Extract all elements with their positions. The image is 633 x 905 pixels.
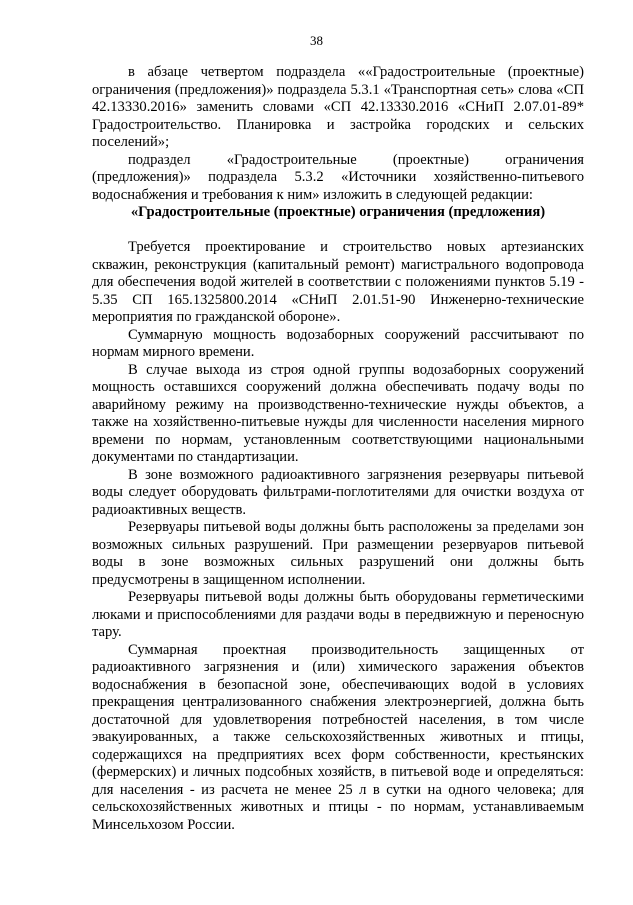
paragraph-amendment-water-supply: подраздел «Градостроительные (проектные) ограничения (предложения)» подраздела 5.3.2 «Источники хозяйственно-питьевого водоснабжения и требования к ним» изложить в следующей редакции: [92,151,584,203]
page-number: 38 [310,33,323,48]
paragraph-total-capacity: Суммарная проектная производительность защищенных от радиоактивного загрязнения и (или) химического заражения объектов водоснабжения в безопасной зоне, обеспечивающих водой в условиях прекращения централизованного снабжения электроэнергией, должна быть достаточной для удовлетворения потребностей населения, в том числе эвакуированных, а также сельскохозяйственных животных и птицы, содержащихся на предприятиях всех форм собственности, крестьянских (фермерских) и личных подсобных хозяйств, в питьевой воде и определяться: для населения - из расчета не менее 25 л в сутки на одного человека; для сельскохозяйственных животных и птицы - по нормам, устанавливаемым Минсельхозом России. [92,641,584,833]
paragraph-amendment-transport: в абзаце четвертом подраздела ««Градостроительные (проектные) ограничения (предложения)» подраздела 5.3.1 «Транспортная сеть» слова «СП 42.13330.2016» заменить словами «СП 42.13330.2016 «СНиП 2.07.01-89* Градостроительство. Планировка и застройка городских и сельских поселений»; [92,64,584,150]
paragraph-reservoir-equipment: Резервуары питьевой воды должны быть оборудованы герметическими люками и приспособлениями для раздачи воды в передвижную и переносную тару. [92,589,584,640]
paragraph-radioactive-zone: В зоне возможного радиоактивного загрязнения резервуары питьевой воды следует оборудовать фильтрами-поглотителями для очистки воздуха от радиоактивных веществ. [92,466,584,518]
paragraph-reservoir-placement: Резервуары питьевой воды должны быть расположены за пределами зон возможных сильных разрушений. При размещении резервуаров питьевой воды в зоне возможных сильных разрушений они должны быть предусмотрены в защищенном исполнении. [92,519,584,588]
paragraph-failure-mode: В случае выхода из строя одной группы водозаборных сооружений мощность оставшихся сооружений должна обеспечивать подачу воды по аварийному режиму на производственно-технические нужды объектов, а также на хозяйственно-питьевые нужды для численности населения мирного времени по нормам, установленным соответствующими национальными документами по стандартизации. [92,361,584,465]
section-heading: «Градостроительные (проектные) ограничения (предложения) [130,204,546,220]
document-body [92,64,584,834]
paragraph-wells-requirement: Требуется проектирование и строительство новых артезианских скважин, реконструкция (капитальный ремонт) магистрального водопровода для обеспечения водой жителей в соответствии с положениями пунктов 5.19 - 5.35 СП 165.1325800.2014 «СНиП 2.01.51-90 Инженерно-технические мероприятия по гражданской обороне». [92,239,584,325]
paragraph-intake-capacity: Суммарную мощность водозаборных сооружений рассчитывают по нормам мирного времени. [92,326,584,360]
